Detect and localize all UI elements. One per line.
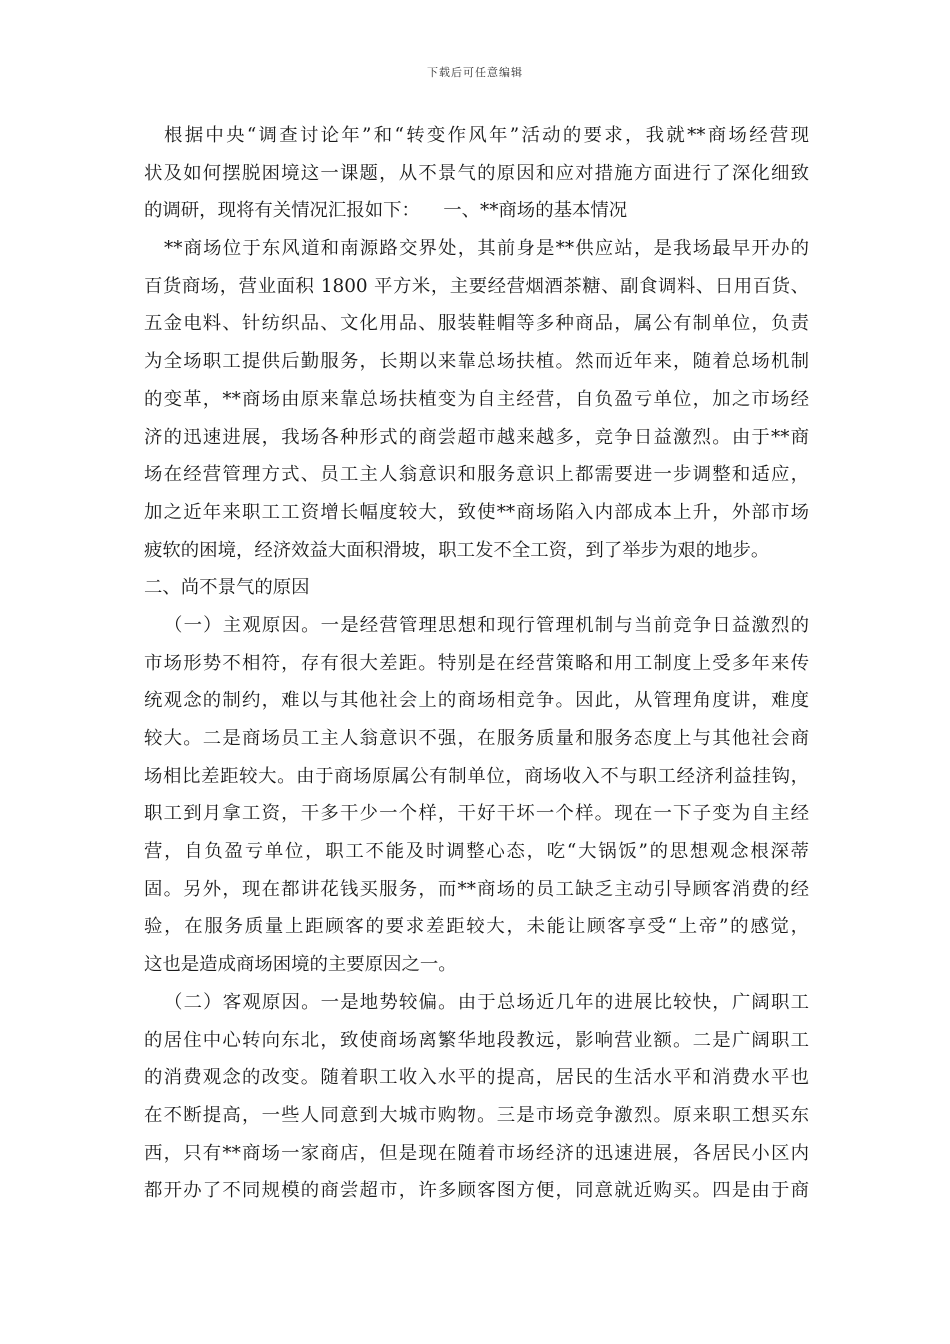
text-line: 济的迅速进展，我场各种形式的商尝超市越来越多，竞争日益激烈。由于**商 [144,426,809,448]
text-line: 加之近年来职工工资增长幅度较大，致使**商场陷入内部成本上升，外部市场 [144,501,809,523]
text-line: （二）客观原因。一是地势较偏。由于总场近几年的进展比较快，广阔职工 [164,991,809,1013]
document-body [144,117,809,1210]
text-line: 在不断提高，一些人同意到大城市购物。三是市场竞争激烈。原来职工想买东 [144,1104,809,1126]
text-line: 五金电料、针纺织品、文化用品、服装鞋帽等多种商品，属公有制单位，负责 [144,313,809,335]
section-heading: 二、尚不景气的原因 [144,577,310,599]
page-header: 下载后可任意编辑 [427,66,523,79]
text-line: 的变革，**商场由原来靠总场扶植变为自主经营，自负盈亏单位，加之市场经 [144,388,809,410]
text-line: 验，在服务质量上距顾客的要求差距较大，未能让顾客享受“上帝”的感觉， [144,916,809,938]
text-line: 市场形势不相符，存有很大差距。特别是在经营策略和用工制度上受多年来传 [144,652,809,674]
text-line: 为全场职工提供后勤服务，长期以来靠总场扶植。然而近年来，随着总场机制 [144,351,809,373]
text-line: 疲软的困境，经济效益大面积滑坡，职工发不全工资，到了举步为艰的地步。 [144,539,770,561]
text-line: 统观念的制约，难以与其他社会上的商场相竞争。因此，从管理角度讲，难度 [144,690,809,712]
text-line: 职工到月拿工资，干多干少一个样，干好干坏一个样。现在一下子变为自主经 [144,803,809,825]
text-line: **商场位于东风道和南源路交界处，其前身是**供应站，是我场最早开办的 [164,238,809,260]
text-line: 百货商场，营业面积 1800 平方米，主要经营烟酒茶糖、副食调料、日用百货、 [144,275,809,297]
text-line: 较大。二是商场员工主人翁意识不强，在服务质量和服务态度上与其他社会商 [144,728,809,749]
text-line: 都开办了不同规模的商尝超市，许多顾客图方便，同意就近购买。四是由于商 [144,1180,809,1202]
text-line: 的消费观念的改变。随着职工收入水平的提高，居民的生活水平和消费水平也 [144,1067,809,1089]
text-line: 固。另外，现在都讲花钱买服务，而**商场的员工缺乏主动引导顾客消费的经 [144,878,809,900]
text-line: 场在经营管理方式、员工主人翁意识和服务意识上都需要进一步调整和适应， [144,464,809,486]
text-line: 西，只有**商场一家商店，但是现在随着市场经济的迅速进展，各居民小区内 [144,1142,809,1164]
text-line: 这也是造成商场困境的主要原因之一。 [144,954,457,976]
text-line: 状及如何摆脱困境这一课题，从不景气的原因和应对措施方面进行了深化细致 [144,162,809,184]
text-line: 根据中央“调查讨论年”和“转变作风年”活动的要求，我就**商场经营现 [164,125,809,146]
text-line: 营，自负盈亏单位，职工不能及时调整心态，吃“大锅饭”的思想观念根深蒂 [144,841,809,863]
text-line: 场相比差距较大。由于商场原属公有制单位，商场收入不与职工经济利益挂钩， [144,765,809,787]
text-line: 的调研，现将有关情况汇报如下： 一、**商场的基本情况 [144,200,628,222]
text-line: 的居住中心转向东北，致使商场离繁华地段教远，影响营业额。二是广阔职工 [144,1029,809,1051]
text-line: （一）主观原因。一是经营管理思想和现行管理机制与当前竞争日益激烈的 [164,614,809,636]
